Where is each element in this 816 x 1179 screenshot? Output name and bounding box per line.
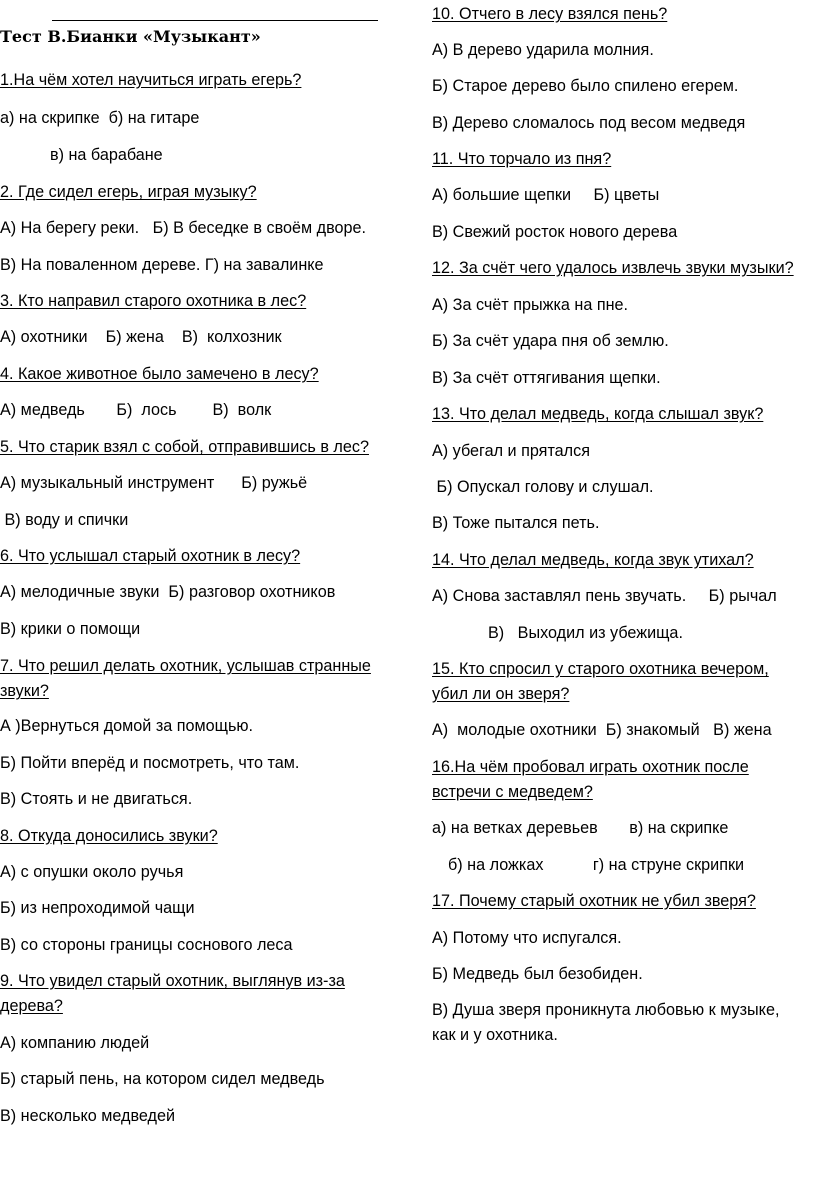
answer-8-c: В) со стороны границы соснового леса xyxy=(0,936,293,954)
answer-9-c: В) несколько медведей xyxy=(0,1107,176,1125)
question-3: 3. Кто направил старого охотника в лес? xyxy=(0,292,307,310)
question-1: 1.На чём хотел научиться играть егерь? xyxy=(0,71,302,89)
question-17: 17. Почему старый охотник не убил зверя? xyxy=(432,892,756,910)
answer-5-a: А) музыкальный инструмент Б) ружьё xyxy=(0,474,308,492)
answer-17-c-line-1: В) Душа зверя проникнута любовью к музыке, xyxy=(432,1001,780,1019)
question-13: 13. Что делал медведь, когда слышал звук? xyxy=(432,405,764,423)
test-title: Тест В.Бианки «Музыкант» xyxy=(0,27,261,46)
question-15-line-1: 15. Кто спросил у старого охотника вечером, xyxy=(432,660,769,678)
answer-4-a: А) медведь Б) лось В) волк xyxy=(0,401,272,419)
answer-12-b: Б) За счёт удара пня об землю. xyxy=(432,332,669,350)
answer-5-b: В) воду и спички xyxy=(0,511,129,529)
answer-12-a: А) За счёт прыжка на пне. xyxy=(432,296,629,314)
answer-6-a: А) мелодичные звуки Б) разговор охотников xyxy=(0,583,336,601)
answer-13-b: Б) Опускал голову и слушал. xyxy=(432,478,654,496)
answer-11-a: А) большие щепки Б) цветы xyxy=(432,186,660,204)
answer-16-a: а) на ветках деревьев в) на скрипке xyxy=(432,819,729,837)
answer-7-b: Б) Пойти вперёд и посмотреть, что там. xyxy=(0,754,300,772)
question-5: 5. Что старик взял с собой, отправившись в лес? xyxy=(0,438,369,456)
answer-7-a: А )Вернуться домой за помощью. xyxy=(0,717,254,735)
answer-1-a: а) на скрипке б) на гитаре xyxy=(0,109,200,127)
answer-10-c: В) Дерево сломалось под весом медведя xyxy=(432,114,746,132)
answer-9-a: А) компанию людей xyxy=(0,1034,150,1052)
question-7-line-1: 7. Что решил делать охотник, услышав странные xyxy=(0,657,371,675)
question-14: 14. Что делал медведь, когда звук утихал? xyxy=(432,551,754,569)
question-9-line-1: 9. Что увидел старый охотник, выглянув из-за xyxy=(0,972,345,990)
question-2: 2. Где сидел егерь, играя музыку? xyxy=(0,183,257,201)
answer-12-c: В) За счёт оттягивания щепки. xyxy=(432,369,661,387)
answer-2-a: А) На берегу реки. Б) В беседке в своём дворе. xyxy=(0,219,367,237)
answer-7-c: В) Стоять и не двигаться. xyxy=(0,790,193,808)
answer-3-a: А) охотники Б) жена В) колхозник xyxy=(0,328,282,346)
answer-17-a: А) Потому что испугался. xyxy=(432,929,622,947)
answer-8-a: А) с опушки около ручья xyxy=(0,863,184,881)
question-16-line-1: 16.На чём пробовал играть охотник после xyxy=(432,758,749,776)
answer-15-a: А) молодые охотники Б) знакомый В) жена xyxy=(432,721,772,739)
question-9-line-2: дерева? xyxy=(0,997,63,1015)
question-4: 4. Какое животное было замечено в лесу? xyxy=(0,365,319,383)
answer-8-b: Б) из непроходимой чащи xyxy=(0,899,195,917)
question-7-line-2: звуки? xyxy=(0,682,49,700)
answer-14-a: А) Снова заставлял пень звучать. Б) рычал xyxy=(432,587,777,605)
question-8: 8. Откуда доносились звуки? xyxy=(0,827,218,845)
question-12: 12. За счёт чего удалось извлечь звуки музыки? xyxy=(432,259,794,277)
answer-6-b: В) крики о помощи xyxy=(0,620,141,638)
answer-11-b: В) Свежий росток нового дерева xyxy=(432,223,678,241)
answer-2-b: В) На поваленном дереве. Г) на завалинке xyxy=(0,256,324,274)
question-6: 6. Что услышал старый охотник в лесу? xyxy=(0,547,301,565)
top-rule-line xyxy=(52,20,378,21)
answer-17-b: Б) Медведь был безобиден. xyxy=(432,965,643,983)
answer-9-b: Б) старый пень, на котором сидел медведь xyxy=(0,1070,325,1088)
question-10: 10. Отчего в лесу взялся пень? xyxy=(432,5,668,23)
question-11: 11. Что торчало из пня? xyxy=(432,150,612,168)
question-16-line-2: встречи с медведем? xyxy=(432,783,593,801)
answer-10-b: Б) Старое дерево было спилено егерем. xyxy=(432,77,739,95)
answer-13-c: В) Тоже пытался петь. xyxy=(432,514,600,532)
answer-16-b: б) на ложках г) на струне скрипки xyxy=(448,856,745,874)
answer-13-a: А) убегал и прятался xyxy=(432,442,590,460)
question-15-line-2: убил ли он зверя? xyxy=(432,685,570,703)
answer-17-c-line-2: как и у охотника. xyxy=(432,1026,558,1044)
answer-14-b: В) Выходил из убежища. xyxy=(488,624,683,642)
answer-1-b: в) на барабане xyxy=(50,146,163,164)
answer-10-a: А) В дерево ударила молния. xyxy=(432,41,654,59)
